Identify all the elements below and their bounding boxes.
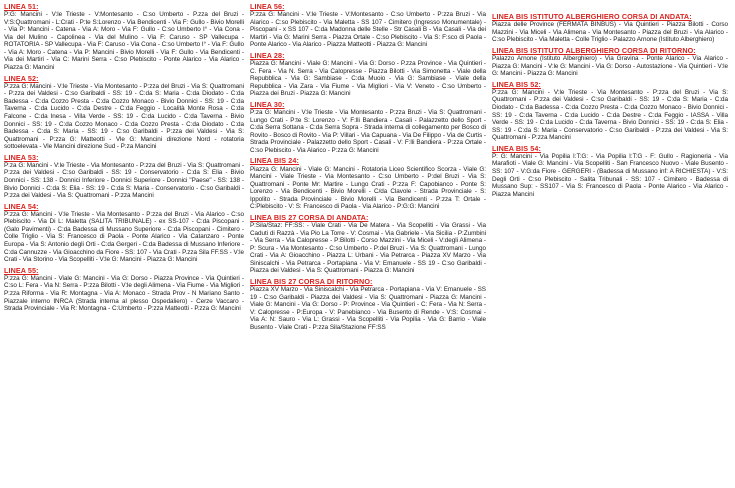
route-linea-53: [4, 154, 244, 200]
route-title: LINEA 30:: [250, 99, 285, 109]
route-stops: P:za G: Mancini - V:le Trieste - Via Montesanto - P:zza Bruzi - Via S: Quattromani - Lungo Crati - P:te S: Lorenzo - V: F:lli Bandiera - Casali - Palazzetto dello Sport - C:da Serra Sottana - C:da Serra Sopra - Strada interna di collegamento per Bosco di Rovito - Bosco di Rovito - Via P: Villari - Via Capuana - Via De Filippo - Via de Curtis - Strada Provinciale - Palazzetto dello Sport - Casali - V: F:lli Bandiera - P:zza Ortale - C:so Plebiscito - Via Alarico - P:zza G: Mancini: [250, 109, 486, 154]
column-middle: [250, 3, 486, 488]
route-linea-52: [4, 75, 244, 151]
route-linea-bis-54: [492, 145, 728, 198]
route-title: LINEA 53:: [4, 152, 39, 162]
route-linea-51: [4, 3, 244, 72]
route-title: LINEA BIS 27 CORSA DI ANDATA:: [250, 212, 369, 222]
route-stops: Piazza delle Province (FERMATA BINBUS) - Via Quintieri - Piazza Bilotti - Corso Mazzini - Via Miceli - Via Alimena - Via Montesanto - Piazza del Bruzi - Via Alarico - C:so Plebiscito - Via Maletta - Colle Triglio - Palazzo Arnone (Istituto Alberghiero): [492, 21, 728, 44]
route-linea-28: [250, 52, 486, 98]
route-linea-30: [250, 101, 486, 154]
route-title: LINEA 52:: [4, 73, 39, 83]
route-title: LINEA BIS ISTITUTO ALBERGHIERO CORSA DI ANDATA:: [492, 12, 692, 21]
route-linea-bis-24: [250, 157, 486, 210]
route-stops: P:zza G: Mancini - Viale G: Mancini - Via G: Dorso - Piazza Province - Via Quintieri - C:so L: Fera - Via N: Serra - P:zza Bilotti - V:le degli Alimena - Via Fiume - Via Migliori - P:zza Riforma - Via R: Montagna - Via A: Monaco - Strada Prov - N Mariano Santo - Piazzale interno INRCA (Strada interna al plesso Ospedaliero) - Cerze Vaccaro - Strada Provinciale - Via R: Montagna - C:Umberto - P:zza Matteotti - P.zza G: Mancini: [4, 274, 244, 313]
column-right: [492, 3, 728, 488]
route-stops: Piazza G: Mancini - Viale G: Mancini - Rotatoria Liceo Scientifico Scorza - Viale G: Mancini - Viale Trieste - Via Montesanto - C:so Umberto - P:del Bruzi - Via S: Quattromani - Ponte Mr: Martire - Lungo Crati - P:zza F: Capobianco - Ponte S: Lorenzo - Via Bendicenti - Bivio Morelli - C/da Clavole - Strada Provinciale - S: Ippolito - Strada Provinciale - Bivio Morelli - Via Bendicenti - P:zza T: Ortale - C:Plebiscito - V: S: Francesco di Paola - Via Alarico - P:G:G: Mancini: [250, 165, 486, 211]
route-title: LINEA BIS ISTITUTO ALBERGHIERO CORSA DI RITORNO:: [492, 45, 696, 55]
route-stops: P:za G: Mancini - V:le Trieste - Via Montesanto - P:zza del Bruzi - Via S: Quattromani - P:zza dei Valdesi - C:so Garibaldi - SS: 19 - Conservatorio - C:da S: Elia - Bivio Donnici - SS: 138 - Donnici Inferiore - Donnici Superiore - Donnici "Paese" - SS: 138 - Bivio Donnici - C:da S: Elia - SS: 19 - C:da S: Maria - Conservatorio - C:so Garibaldi - P:zza dei Valdesi - Via S: Quattromani - P:zza Mancini: [4, 161, 244, 200]
route-title: LINEA 28:: [250, 50, 285, 60]
route-title: LINEA 55:: [4, 265, 39, 275]
route-title: LINEA 51:: [4, 3, 39, 11]
route-stops: Palazzo Arnone (Istituto Alberghiero) - Via Gravina - Ponte Alarico - Via Alarico - Piazza G: Mancini - V:le G: Mancini - Via G: Dorso - Autostazione - Via Quintieri - V:le G: Mancini - Piazza G: Mancini: [492, 55, 728, 78]
route-stops: P: G: Mancini - Via Popilia I:T:G: - Via Popilia I:T:G - F: Gullo - Ragioneria - Via Marafioti - Viale G: Mancini - Via Scopelliti - San Francesco Nuovo - Viale Busento - SS: 107 - V:G:da Fiore - GERGERI - (Badessa di Mussano inf: A RICHIESTA) - V:S: Degli Orti - C:so Plebiscito - Salita Tribunali - SS: 107 - Cimitero - Badessa di Mussano Sup: - SS107 - Via S: Francesco di Paola - Ponte Alarico - Via Alarico - Piazza Mancini: [492, 152, 728, 198]
route-stops: P:zza G: Mancini - V:le Trieste - Via Montesanto - P:zza del Bruzi - Via S: Quattromani - P:zza dei Valdesi - C:so Garibaldi - SS: 19 - C:da S: Maria - C:da Diodato - C:da Badessa - C:da Cozzo Presta - C:da Cozzo Monaco - Bivio Donnici - SS: 19 - C:da Taverna - C:da Lucido - C:da Destre - C:da Feggio - Località Monte Rosa - C:da Falcone - C:da Inesa - Villa Verde - SS: 19 - C:da Lucido - C:da Taverna - Bivio Donnici - SS: 19 - C:da Cozzo Monaco - C:da Cozzo Presta - C:da Diodato - C:da Badessa - C:da S: Maria - SS: 19 - C:so Garibaldi - P:zza dei Valdesi - Via S: Quattromani - P:zza G: Matteotti - Vle G: Mancini direzione Nord - rotatoria sottoelevata - Vle Mancini direzione Sud - P:za Mancini: [4, 82, 244, 151]
route-stops: P:zza G: Mancini - V:le Trieste - Via Montesanto - P:zza del Bruzi - Via Alarico - C:so Plebiscito - Via Di L: Maletta (SALITA TRIBUNALE) - ex SS-107 - C:da Piscopani - (Galo Pavimenti) - C:da Badessa di Mussano Superiore - C:da Piscopani - Cimitero - Colle Triglio - Via S: Francesco di Paola - Ponte Alarico - Via Catanzaro - Ponte Europa - Via S: Antonio degli Orti - C:da Gergeri - C:da Badessa di Mussano Inferiore - C:da Cannuzze - Via Gioacchino da Fiore - SS: 107 - Via Crati - P.zza Sila FF.SS - V:le Crati - Via Storino - Via Scopelliti - V:le G: Mancini - Piazza G: Mancini: [4, 210, 244, 264]
route-alberghiero-andata: [492, 13, 728, 44]
route-title: LINEA BIS 54:: [492, 143, 541, 153]
route-linea-bis-27-ritorno: [250, 278, 486, 331]
route-title: LINEA BIS 52:: [492, 79, 541, 89]
route-linea-54: [4, 203, 244, 264]
route-stops: Piazza G: Mancini - Viale G: Mancini - Via G: Dorso - P.zza Province - Via Quintieri - C. Fera - Via N. Serra - Via Calopresse - Piazza Bilotti - Via Simonetta - Viale della Repubblica - Via G: Sambiase - C:da Muoio - Via G: Sambiase - Viale della Repubblica - Via Zara - Via Fiume - Via Migliori - Via V: Veneto - C:so Umberto - Piazza dei Bruzi - Piazza G: Mancini: [250, 60, 486, 98]
route-title: LINEA BIS 27 CORSA DI RITORNO:: [250, 276, 373, 286]
route-title: LINEA 54:: [4, 201, 39, 211]
route-linea-bis-52: [492, 81, 728, 142]
route-title: LINEA 56:: [250, 3, 285, 11]
route-title: LINEA BIS 24:: [250, 156, 299, 166]
route-stops: P:zza G: Mancini - V:le Trieste - V:Montesanto - C:so Umberto - P:zza Bruzi - Via Alarico - C:so Plebiscito - Via Maletta - SS 107 - Cimitero (Ingresso Monumentale) - Piscopani - x SS 107 - C:da Madonna delle Stelle - Str Casali B - Via Casali - Via dei Martiri - Via G: Marini Serra - Piazza Ortale - C:so Plebiscito - Via S: F:sco di Paola - Ponte Alarico - Via Alarico - Piazza Matteotti - Piazza G: Mancini: [250, 11, 486, 49]
route-stops: P:Sila/Staz: FF:SS: - Viale Crati - Via De Matera - Via Scopelliti - Via Grassi - Via Caduti di Razzà - Via Pio La Torre - V: Cosmai - Via Gabriele - Via Sicilia - P:Zumbini - Via Serra - Via Calopresse - P:Bilotti - Corso Mazzini - Via Miceli - V:degli Alimena - P: Scura - Via Montesanto - C:so Umberto - P:del Bruzi - Via S: Quattromani - Lungo Crati - Via A: Gioacchino - Piazza L: Urbani - Via Petrarca - Piazza XV Marzo - Via Siniscalchi - Via Petrarca - Portapiana - Via V: Emanuele - SS 19 - C:so Garibaldi - Piazza dei Valdesi - Via S: Quattromani - Piazza G: Mancini: [250, 222, 486, 275]
route-linea-bis-27-andata: [250, 214, 486, 275]
route-stops: Piazza XV Marzo - Via Siniscalchi - Via Petrarca - Portapiana - Via V: Emanuele - SS 19 - C:so Garibaldi - Piazza dei Valdesi - Via S: Quattromani - Piazza G: Mancini - Viale G: Mancini - Via G: Dorso - P: Province - Via Quintieri - C: Fera - Via N: Serra - V: Calopresse - P:Europa - V: Panebianco - Via Busento di Rende - V:S: Cosmai - Via A: N: Sauro - Via L: Grassi - Via Scopelliti - Via Popilia - Via G: Barrio - Viale Busento - Viale Crati - P:zza Sila/Stazione FF:SS: [250, 286, 486, 331]
route-stops: P:zza G: Mancini - V:le Trieste - Via Montesanto - P:zza del Bruzi - Via S: Quattromani - P:zza dei Valdesi - C:so Garibaldi - SS: 19 - C:da S: Maria - C:da Diodato - C:da Badessa - C:da Cozzo Presta - C:da Cozzo Monaco - Bivio Donnici - SS: 19 - C:da Taverna - C:da Lucido - C:da Destre - C:da Feggio - IASSA - Villa Verde - SS: 19 - C:da Lucido - C:da Taverna - Bivio Donnici - SS: 19 - C:da S: Elia - SS: 19 - C:da S: Maria - Conservatorio - C:so Garibaldi - P:zza dei Valdesi - Via S: Quattromani - P:zza Mancini: [492, 88, 728, 142]
route-linea-56: [250, 3, 486, 49]
route-alberghiero-ritorno: [492, 47, 728, 78]
column-left: [4, 3, 244, 488]
route-stops: P:G: Mancini - V:le Trieste - V:Montesanto - C:so Umberto - P.zza del Bruzi - V:S:Quattromani - L:Crati - P:te S:Lorenzo - Via Bendicenti - Via F: Gullo - Bivio Morelli - Via P: Mancini - Catena - Via A: Moro - Via F: Gullo - C:so Umberto I° - Via Cona - Via del Mulino - Capolinea - Via del Mulino - Via F: Caruso - SP Vallecupa - ROTATORIA - SP Vallecupa - Via F: Caruso - Via Cona - C:so Umberto I° - Via F: Gullo - Via A: Moro - Catena - Via P: Mancini - Bivio Morelli - Via F: Gullo - Via Bendicenti - Via dei Martiri - Via C: Marini Serra - C:so Plebiscito - Ponte Alarico - Via Alarico - Piazza G: Mancini: [4, 11, 244, 72]
route-linea-55: [4, 267, 244, 313]
